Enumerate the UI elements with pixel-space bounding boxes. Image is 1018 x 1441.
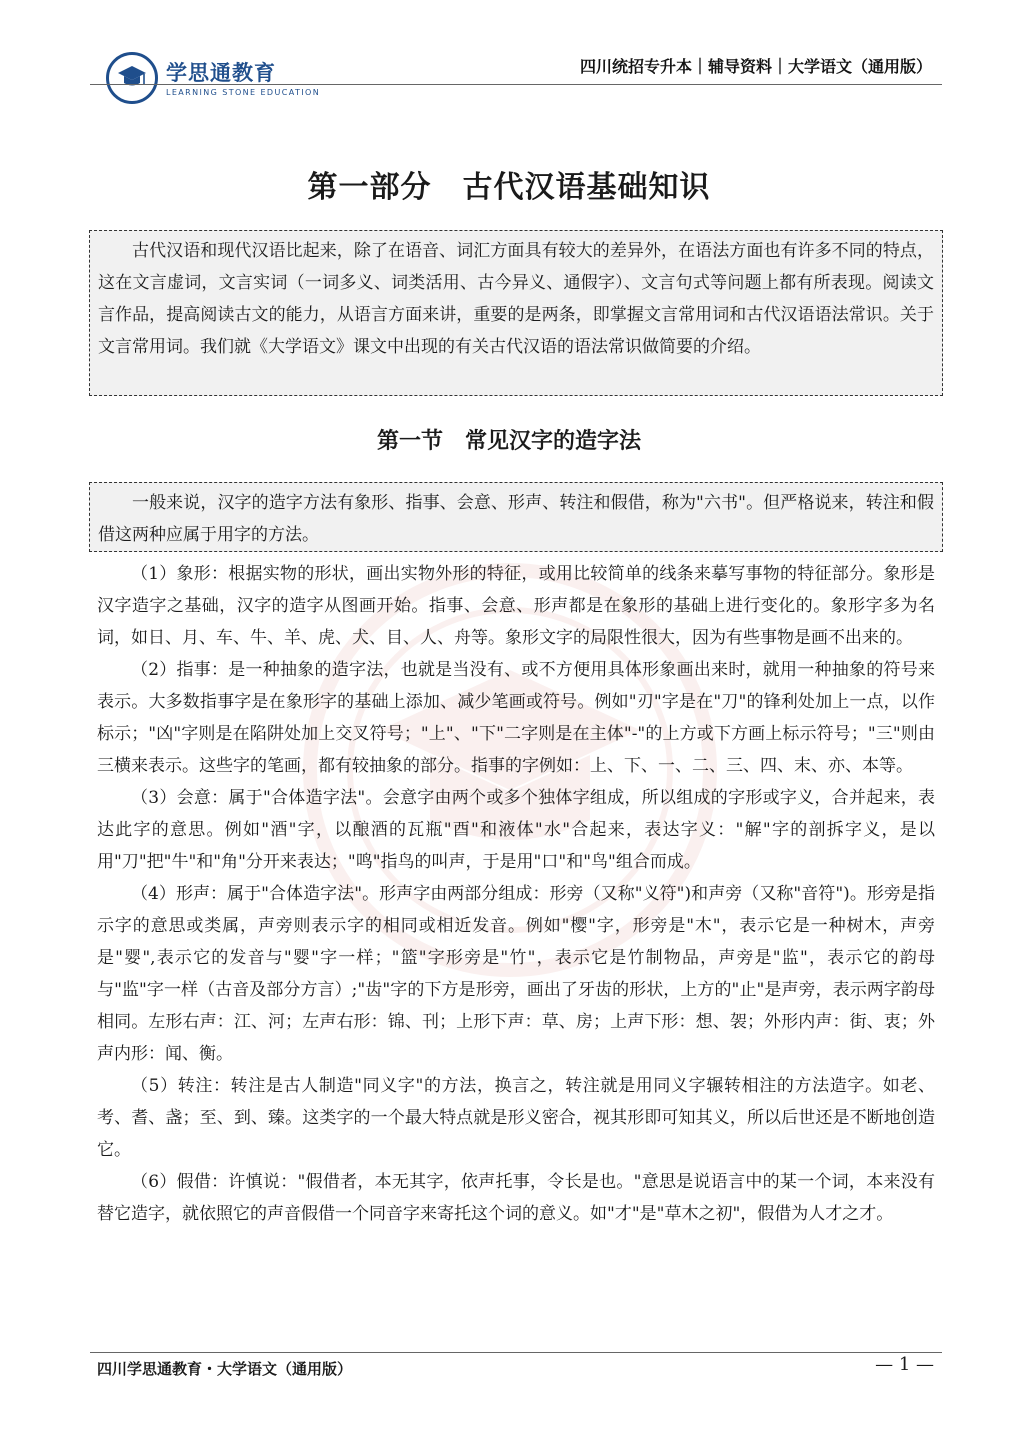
intro-box [89, 230, 943, 396]
header-doc-info: 四川统招专升本｜辅导资料｜大学语文（通用版） [579, 57, 932, 76]
page-number: — 1 — [875, 1354, 934, 1375]
logo [106, 52, 320, 104]
page-header [0, 0, 1018, 120]
paragraph-borrowing: （6）假借：许慎说："假借者，本无其字，依声托事，令长是也。"意思是说语言中的某一个词，本来没有替它造字，就依照它的声音假借一个同音字来寄托这个词的意义。如"才"是"草木之初"，假借为人才之才。 [97, 1172, 935, 1224]
paragraph-transfer: （5）转注：转注是古人制造"同义字"的方法，换言之，转注就是用同义字辗转相注的方法造字。如老、考、耆、盏；至、到、臻。这类字的一个最大特点就是形义密合，视其形即可知其义，所以后世还是不断地创造它。 [97, 1076, 935, 1160]
section-title: 第一节 常见汉字的造字法 [376, 429, 641, 454]
body-text [97, 558, 935, 1230]
intro-text: 古代汉语和现代汉语比起来，除了在语音、词汇方面具有较大的差异外，在语法方面也有许多不同的特点，这在文言虚词，文言实词（一词多义、词类活用、古今异义、通假字）、文言句式等问题上都有所表现。阅读文言作品，提高阅读古文的能力，从语言方面来讲，重要的是两条，即掌握文言常用词和古代汉语语法常识。关于文言常用词。我们就《大学语文》课文中出现的有关古代汉语的语法常识做简要的介绍。 [98, 241, 934, 357]
section-intro-box [89, 482, 943, 552]
logo-english-name: LEARNING STONE EDUCATION [166, 87, 321, 97]
part-title: 第一部分 古代汉语基础知识 [307, 170, 711, 205]
paragraph-pictograph: （1）象形：根据实物的形状，画出实物外形的特征，或用比较简单的线条来摹写事物的特征部分。象形是汉字造字之基础，汉字的造字从图画开始。指事、会意、形声都是在象形的基础上进行变化的。象形字多为名词，如日、月、车、牛、羊、虎、犬、目、人、舟等。象形文字的局限性很大，因为有些事物是画不出来的。 [97, 564, 935, 648]
paragraph-ideograph: （3）会意：属于"合体造字法"。会意字由两个或多个独体字组成，所以组成的字形或字义，合并起来，表达此字的意思。例如"酒"字，以酿酒的瓦瓶"酉"和液体"水"合起来，表达字义："解"字的剖拆字义，是以用"刀"把"牛"和"角"分开来表达；"鸣"指鸟的叫声，于是用"口"和"鸟"组合而成。 [97, 788, 935, 872]
paragraph-indicative: （2）指事：是一种抽象的造字法，也就是当没有、或不方便用具体形象画出来时，就用一种抽象的符号来表示。大多数指事字是在象形字的基础上添加、减少笔画或符号。例如"刃"字是在"刀"的锋利处加上一点，以作标示；"凶"字则是在陷阱处加上交叉符号；"上"、"下"二字则是在主体"-"的上方或下方画上标示符号；"三"则由三横来表示。这些字的笔画，都有较抽象的部分。指事的字例如：上、下、一、二、三、四、末、亦、本等。 [97, 660, 935, 776]
section-intro-text: 一般来说，汉字的造字方法有象形、指事、会意、形声、转注和假借，称为"六书"。但严格说来，转注和假借这两种应属于用字的方法。 [98, 493, 934, 545]
footer-title: 四川学思通教育・大学语文（通用版） [97, 1360, 353, 1378]
logo-badge-icon [106, 52, 158, 104]
footer-divider [90, 1352, 942, 1353]
header-divider [90, 84, 942, 85]
logo-chinese-name: 学思通教育 [166, 60, 276, 85]
paragraph-phonogram: （4）形声：属于"合体造字法"。形声字由两部分组成：形旁（又称"义符")和声旁（又称"音符")。形旁是指示字的意思或类属，声旁则表示字的相同或相近发音。例如"樱"字，形旁是"木"，表示它是一种树木，声旁是"婴",表示它的发音与"婴"字一样；"篮"字形旁是"竹"，表示它是竹制物品，声旁是"监"，表示它的韵母与"监"字一样（古音及部分方言）;"齿"字的下方是形旁，画出了牙齿的形状，上方的"止"是声旁，表示两字韵母相同。左形右声：江、河；左声右形：锦、刊；上形下声：草、房；上声下形：想、袈；外形内声：街、衷；外声内形：闻、衡。 [97, 884, 935, 1064]
